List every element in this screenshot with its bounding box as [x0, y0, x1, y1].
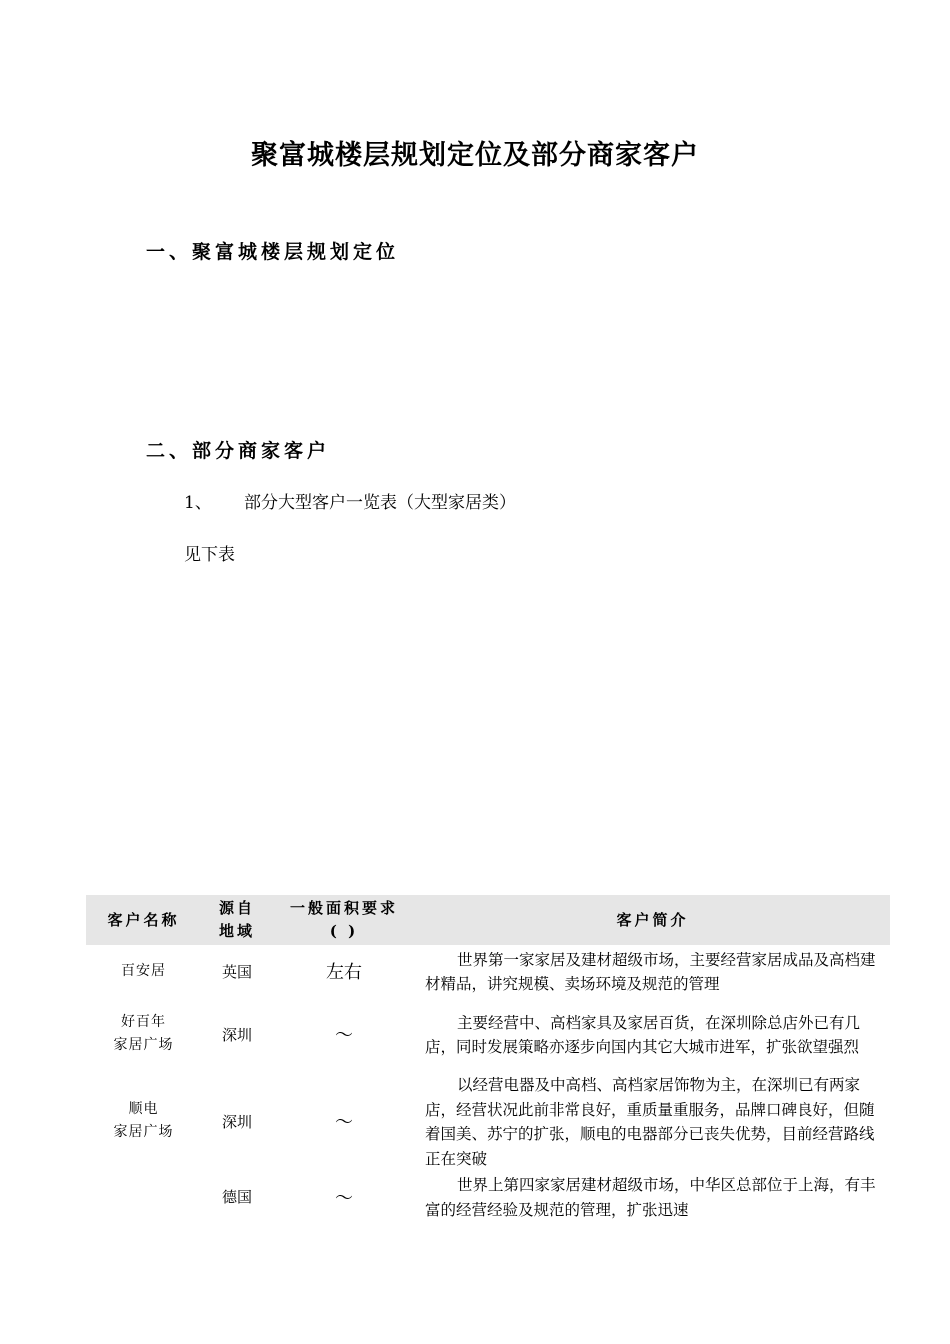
- client-origin-cell: 德国: [221, 1188, 252, 1206]
- client-name-line1: 好百年: [121, 1014, 166, 1030]
- section-heading-clients: 二、部分商家客户: [146, 440, 331, 462]
- client-description-text: 主要经营中、高档家具及家居百货，在深圳除总店外已有几店，同时发展策略亦逐步向国内其它大城市进军，扩张欲望强烈: [425, 1013, 861, 1056]
- client-description-text: 以经营电器及中高档、高档家居饰物为主，在深圳已有两家店，经营状况此前非常良好，重质量重服务，品牌口碑良好，但随着国美、苏宁的扩张，顺电的电器部分已丧失优势，目前经营路线正在突破: [425, 1076, 875, 1168]
- client-area-cell: ～: [335, 1187, 353, 1209]
- header-area-line1: 一般面积要求: [289, 899, 398, 917]
- client-area-cell: ～: [335, 1025, 353, 1046]
- header-client-name: 客户名称: [86, 895, 201, 945]
- list-item-text: 部分大型客户一览表（大型家居类）: [244, 493, 516, 513]
- client-description-text: 世界第一家家居及建材超级市场，主要经营家居成品及高档建材精品，讲究规模、卖场环境及规范的管理: [425, 950, 876, 993]
- client-name-line1: 百安居: [121, 962, 166, 979]
- section-heading-floor-planning: 一、聚富城楼层规划定位: [146, 241, 400, 263]
- client-name-cell: [86, 945, 201, 997]
- table-header-row: [86, 895, 890, 945]
- client-origin-cell: 深圳: [221, 1025, 252, 1044]
- table-row: [86, 1171, 890, 1222]
- client-name-line2: 家居广场: [113, 1124, 174, 1140]
- client-name-cell: [86, 1171, 201, 1222]
- header-area-line2: ( ): [329, 922, 359, 940]
- document-title: 聚富城楼层规划定位及部分商家客户: [251, 140, 699, 171]
- client-description-cell: [415, 945, 890, 997]
- client-name-cell: [86, 1071, 201, 1171]
- list-item-number: 1、: [184, 493, 212, 513]
- client-area-cell: ～: [335, 1112, 353, 1133]
- header-origin-line1: 源自: [218, 899, 255, 917]
- see-below-note: 见下表: [184, 545, 235, 565]
- client-area-cell: 左右: [326, 962, 362, 983]
- table-row: [86, 1071, 890, 1171]
- table-row: [86, 997, 890, 1071]
- client-name-line1: 顺电: [128, 1101, 159, 1117]
- client-origin-cell: 深圳: [221, 1112, 252, 1131]
- client-description-text: 世界上第四家家居建材超级市场，中华区总部位于上海，有丰富的经营经验及规范的管理，扩张迅速: [425, 1176, 876, 1219]
- client-name-line2: 家居广场: [113, 1037, 174, 1053]
- client-table: [86, 895, 890, 1222]
- header-origin: [201, 895, 273, 945]
- client-description-cell: [415, 1171, 890, 1222]
- header-area: [273, 895, 415, 945]
- client-origin-cell: 英国: [221, 962, 252, 981]
- header-description: 客户简介: [415, 895, 890, 945]
- client-description-cell: [415, 1071, 890, 1171]
- header-origin-line2: 地域: [218, 922, 255, 940]
- client-description-cell: [415, 997, 890, 1071]
- table-row: [86, 945, 890, 997]
- client-name-cell: [86, 997, 201, 1071]
